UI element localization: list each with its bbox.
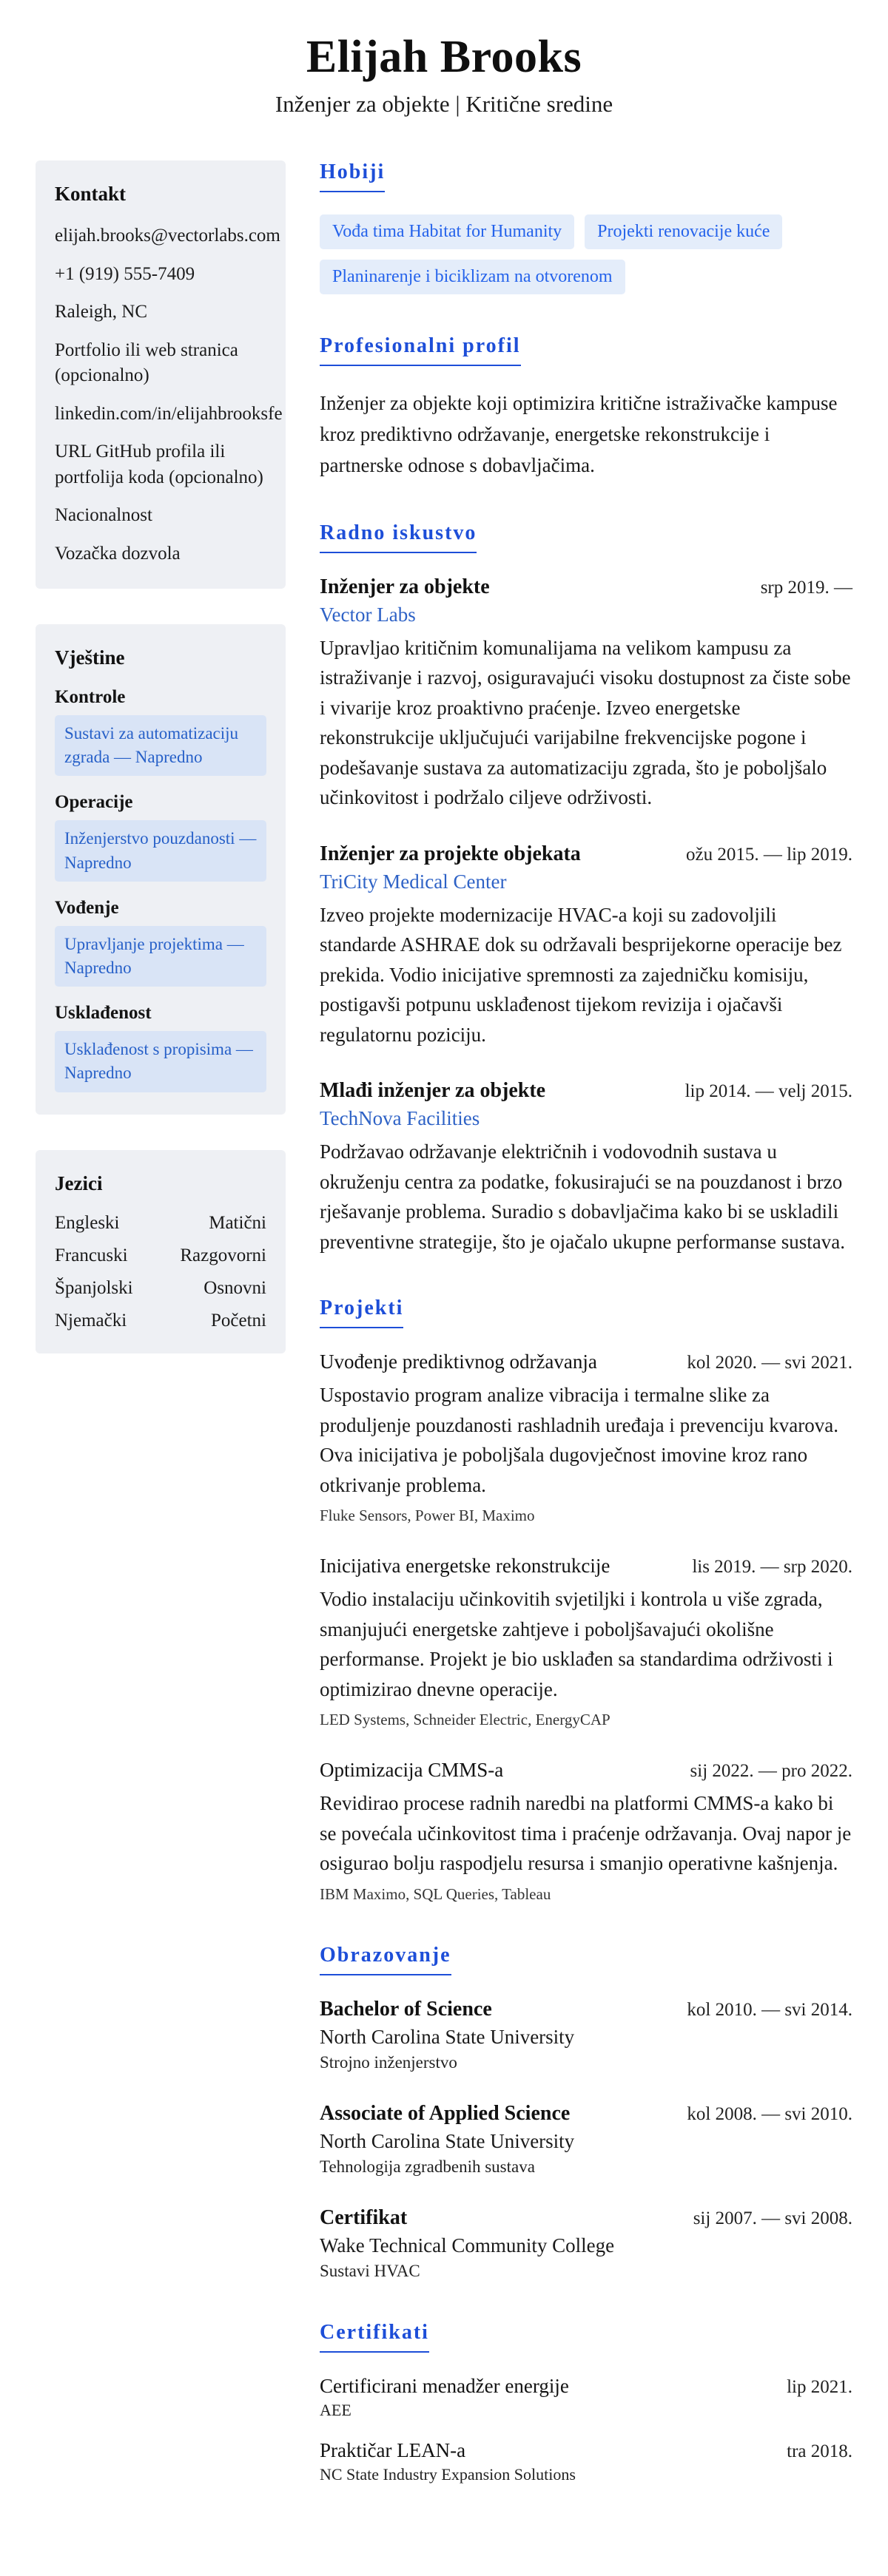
contact-driving-license: Vozačka dozvola <box>55 543 181 564</box>
certifications-section <box>320 2321 852 2484</box>
project-dates: lis 2019. — srp 2020. <box>692 1557 852 1578</box>
project-header <box>320 1350 852 1373</box>
skills-section <box>36 624 286 1115</box>
project-tools: Fluke Sensors, Power BI, Maximo <box>320 1507 535 1525</box>
certifications-title: Certifikati <box>320 2321 429 2353</box>
skill-chip: Usklađenost s propisima — Napredno <box>55 1031 266 1092</box>
job-description: Podržavao održavanje električnih i vodovodnih sustava u okruženju centra za podatke, fokusirajući se na pouzdanost i brzo rješavanje problema. Suradio s dobavljačima kako bi se uskladili preventivne strategije, što je ojačalo ukupne performanse sustava. <box>320 1140 846 1253</box>
language-row <box>55 1245 266 1266</box>
skill-chip: Upravljanje projektima — Napredno <box>55 926 266 987</box>
language-level: Matični <box>209 1212 266 1233</box>
project-name: Inicijativa energetske rekonstrukcije <box>320 1555 610 1578</box>
education-degree: Certifikat <box>320 2205 408 2229</box>
certification-header <box>320 2439 852 2462</box>
skill-group-label: Vođenje <box>55 897 119 918</box>
language-level: Osnovni <box>204 1277 266 1298</box>
language-name: Francuski <box>55 1245 128 1265</box>
project-entry <box>320 1759 852 1904</box>
job-entry <box>320 575 852 813</box>
contact-email: elijah.brooks@vectorlabs.com <box>55 226 280 246</box>
project-header <box>320 1555 852 1578</box>
contact-title: Kontakt <box>55 183 127 205</box>
skill-group-label: Kontrole <box>55 687 126 707</box>
language-row <box>55 1278 266 1299</box>
project-description: Revidirao procese radnih naredbi na platformi CMMS-a kako bi se povećala učinkovitost tima i praćenje održavanja. Ovaj napor je osigurao bolju raspodjelu resursa i smanjio operativne kašnjenja. <box>320 1792 852 1875</box>
language-level: Razgovorni <box>180 1245 266 1265</box>
job-company: Vector Labs <box>320 603 416 626</box>
language-name: Španjolski <box>55 1277 133 1298</box>
hobby-chip: Projekti renovacije kuće <box>585 214 782 249</box>
contact-linkedin: linkedin.com/in/elijahbrooksfe <box>55 403 283 424</box>
skill-group <box>55 1003 266 1092</box>
skill-chip: Sustavi za automatizaciju zgrada — Napredno <box>55 715 266 776</box>
education-dates: kol 2008. — svi 2010. <box>687 2103 852 2124</box>
language-row <box>55 1311 266 1331</box>
languages-section <box>36 1150 286 1353</box>
certification-dates: tra 2018. <box>787 2441 852 2461</box>
contact-nationality: Nacionalnost <box>55 505 152 525</box>
hobby-chip: Planinarenje i biciklizam na otvorenom <box>320 260 625 294</box>
job-company: TriCity Medical Center <box>320 870 507 893</box>
education-school: Wake Technical Community College <box>320 2234 615 2256</box>
certification-issuer: NC State Industry Expansion Solutions <box>320 2464 576 2484</box>
contact-portfolio: Portfolio ili web stranica (opcionalno) <box>55 339 238 385</box>
contact-phone: +1 (919) 555-7409 <box>55 263 195 284</box>
projects-section <box>320 1297 852 1904</box>
languages-title: Jezici <box>55 1172 103 1194</box>
job-dates: ožu 2015. — lip 2019. <box>686 844 852 865</box>
education-header <box>320 2102 852 2126</box>
job-header <box>320 1079 852 1103</box>
hobby-chips <box>320 214 852 294</box>
certification-header <box>320 2375 852 2398</box>
contact-location: Raleigh, NC <box>55 302 147 322</box>
education-entry <box>320 1998 852 2072</box>
education-school: North Carolina State University <box>320 2025 575 2048</box>
education-header <box>320 1998 852 2021</box>
education-field: Tehnologija zgradbenih sustava <box>320 2157 535 2176</box>
project-dates: kol 2020. — svi 2021. <box>687 1353 852 1373</box>
education-dates: kol 2010. — svi 2014. <box>687 1999 852 2020</box>
skills-title: Vještine <box>55 646 125 669</box>
profile-title: Profesionalni profil <box>320 334 521 366</box>
education-degree: Associate of Applied Science <box>320 2101 571 2125</box>
project-entry <box>320 1555 852 1729</box>
certification-name: Praktičar LEAN-a <box>320 2438 466 2461</box>
education-school: North Carolina State University <box>320 2129 575 2152</box>
project-tools: LED Systems, Schneider Electric, EnergyCAP <box>320 1711 610 1729</box>
experience-title: Radno iskustvo <box>320 521 477 553</box>
education-section <box>320 1944 852 2281</box>
profile-text: Inženjer za objekte koji optimizira kritične istraživačke kampuse kroz prediktivno održavanje, energetske rekonstrukcije i partnerske odnose s dobavljačima. <box>320 392 838 476</box>
experience-section <box>320 521 852 1257</box>
project-description: Uspostavio program analize vibracija i termalne slike za produljenje pouzdanosti rashladnih uređaja i prevenciju kvarova. Ova inicijativa je poboljšala dugovječnost imovine kroz rano otkrivanje problema. <box>320 1384 839 1496</box>
project-description: Vodio instalaciju učinkovitih svjetiljki i kontrola u više zgrada, smanjujući energetske zahtjeve i poboljšavajući okolišne performanse. Projekt je bio usklađen sa standardima održivosti i optimizirao dnevne operacije. <box>320 1588 833 1700</box>
language-row <box>55 1213 266 1234</box>
project-tools: IBM Maximo, SQL Queries, Tableau <box>320 1884 551 1903</box>
hobby-chip: Vođa tima Habitat for Humanity <box>320 214 574 249</box>
education-entry <box>320 2102 852 2177</box>
education-field: Sustavi HVAC <box>320 2261 420 2280</box>
hobbies-section <box>320 160 852 294</box>
skill-group <box>55 792 266 881</box>
job-header <box>320 842 852 866</box>
project-entry <box>320 1350 852 1525</box>
language-name: Njemački <box>55 1310 127 1331</box>
skill-group-label: Usklađenost <box>55 1003 152 1024</box>
main-content <box>320 160 852 2524</box>
education-field: Strojno inženjerstvo <box>320 2052 457 2072</box>
skill-group <box>55 687 266 776</box>
skill-group-label: Operacije <box>55 792 133 813</box>
job-role: Inženjer za projekte objekata <box>320 842 581 865</box>
job-header <box>320 575 852 599</box>
project-header <box>320 1759 852 1782</box>
certification-issuer: AEE <box>320 2400 352 2419</box>
job-company: TechNova Facilities <box>320 1107 480 1130</box>
certification-entry <box>320 2375 852 2420</box>
skill-chip: Inženjerstvo pouzdanosti — Napredno <box>55 820 266 881</box>
education-header <box>320 2206 852 2230</box>
person-subtitle: Inženjer za objekte | Kritične sredine <box>275 91 613 117</box>
job-dates: srp 2019. — <box>760 577 852 598</box>
education-entry <box>320 2206 852 2281</box>
education-dates: sij 2007. — svi 2008. <box>693 2208 852 2228</box>
contact-github: URL GitHub profila ili portfolija koda (opcionalno) <box>55 442 263 487</box>
sidebar <box>36 160 286 1389</box>
language-level: Početni <box>211 1310 266 1331</box>
language-name: Engleski <box>55 1212 120 1233</box>
project-name: Uvođenje prediktivnog održavanja <box>320 1350 597 1373</box>
content-columns <box>36 160 852 2524</box>
resume-header <box>36 31 852 118</box>
job-dates: lip 2014. — velj 2015. <box>684 1081 852 1102</box>
profile-section <box>320 334 852 481</box>
education-title: Obrazovanje <box>320 1944 451 1975</box>
job-entry <box>320 1079 852 1257</box>
certification-entry <box>320 2439 852 2484</box>
person-name: Elijah Brooks <box>306 32 582 82</box>
job-role: Mlađi inženjer za objekte <box>320 1079 546 1103</box>
project-name: Optimizacija CMMS-a <box>320 1759 504 1782</box>
contact-section <box>36 160 286 589</box>
projects-title: Projekti <box>320 1297 403 1328</box>
project-dates: sij 2022. — pro 2022. <box>690 1761 852 1782</box>
job-description: Izveo projekte modernizacije HVAC-a koji su zadovoljili standarde ASHRAE dok su održavali besprijekorne operacije bez prekida. Vodio inicijative spremnosti za zajedničku komisiju, postigavši potpunu usklađenost tijekom revizija i ojačavši regulatornu poziciju. <box>320 903 842 1046</box>
job-description: Upravljao kritičnim komunalijama na velikom kampusu za istraživanje i razvoj, osiguravajući visoku dostupnost za čiste sobe i vivarije kroz proaktivno praćenje. Izveo energetske rekonstrukcije uključujući varijabilne frekvencijske pogone i podešavanje sustava za automatizaciju zgrada, što je poboljšalo učinkovitost i podržalo ciljeve održivosti. <box>320 636 851 809</box>
job-role: Inženjer za objekte <box>320 575 490 598</box>
job-entry <box>320 842 852 1050</box>
education-degree: Bachelor of Science <box>320 1997 492 2021</box>
skill-group <box>55 898 266 987</box>
certification-dates: lip 2021. <box>787 2376 852 2397</box>
hobbies-title: Hobiji <box>320 160 385 192</box>
certification-name: Certificirani menadžer energije <box>320 2374 569 2397</box>
